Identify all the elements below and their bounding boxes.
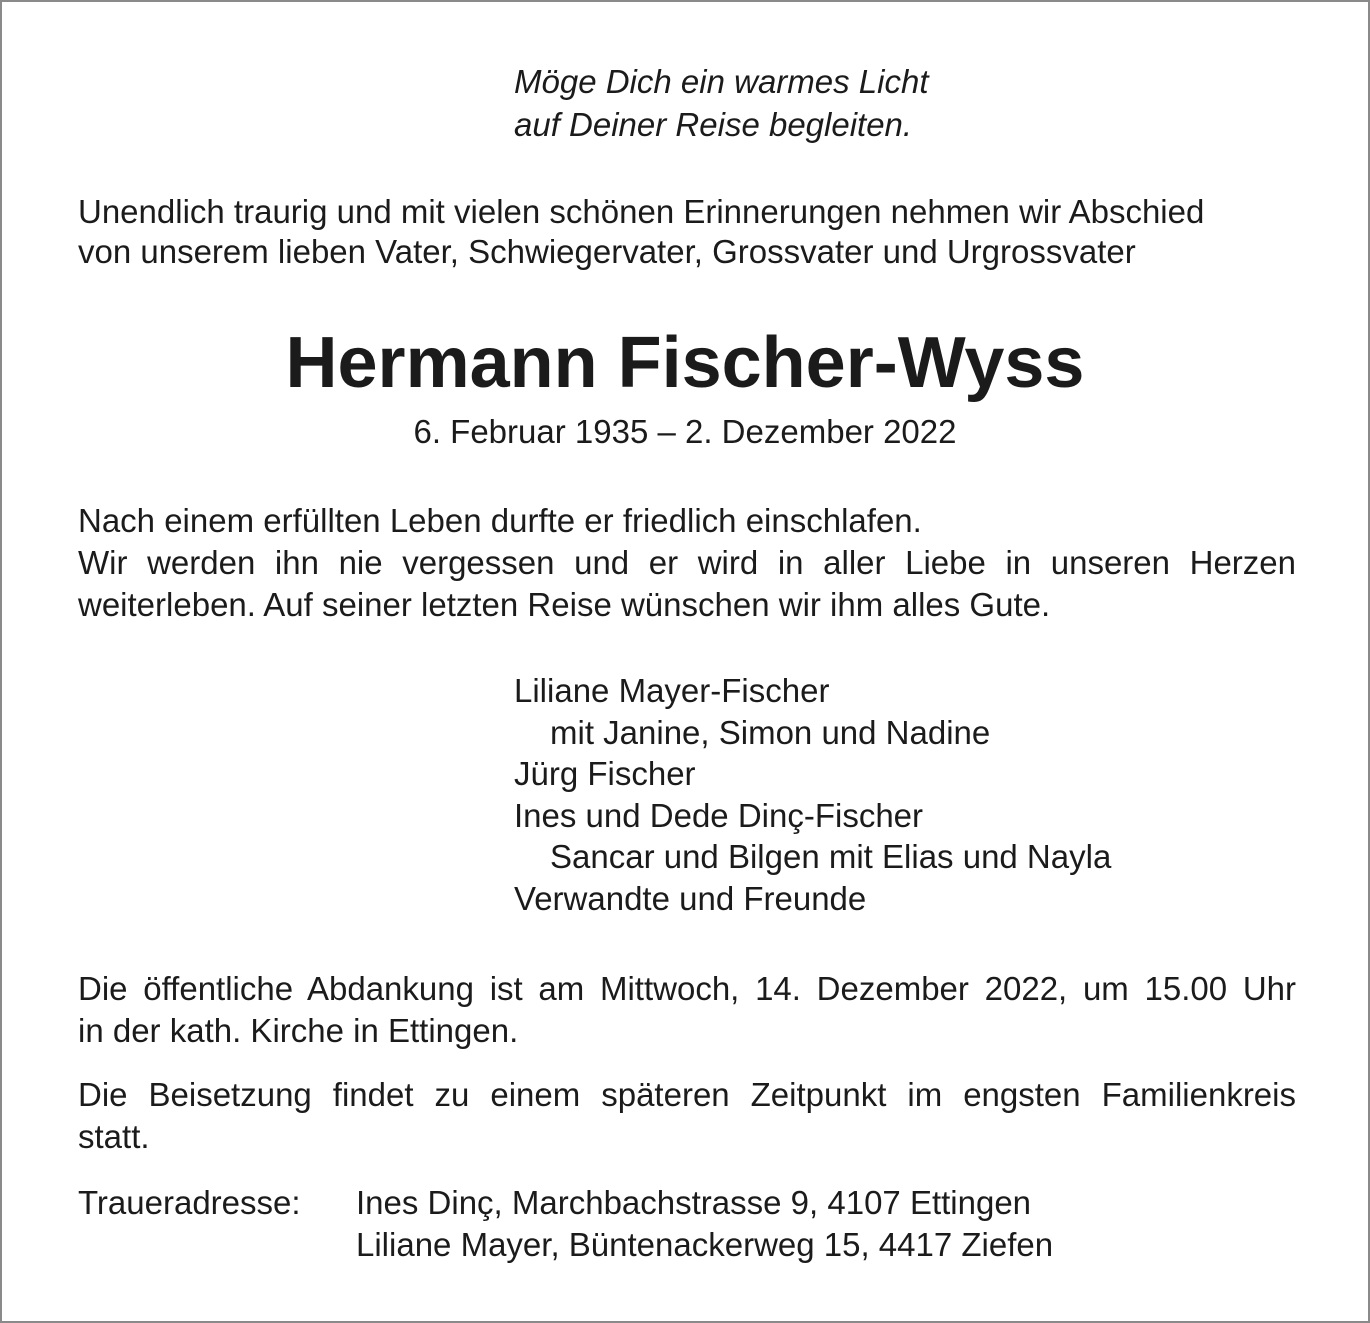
service-info (78, 968, 1296, 1052)
mourner-item: mit Janine, Simon und Nadine (550, 713, 991, 751)
service-line-2: in der kath. Kirche in Ettingen. (78, 1012, 519, 1049)
mourner-item: Liliane Mayer-Fischer (514, 672, 830, 709)
mourner-item: Ines und Dede Dinç-Fischer (514, 796, 924, 834)
address-line-1: Ines Dinç, Marchbachstrasse 9, 4107 Ettingen (356, 1184, 1032, 1221)
mourner-item: Jürg Fischer (514, 755, 696, 792)
mourners-list (514, 670, 1111, 919)
intro-line-1: Unendlich traurig und mit vielen schönen Erinnerungen nehmen wir Abschied (78, 193, 1205, 230)
intro-line-2: von unserem lieben Vater, Schwiegervater, Grossvater und Urgrossvater (78, 233, 1136, 270)
farewell-message (78, 500, 1296, 626)
address-label: Traueradresse: (78, 1184, 301, 1221)
mourner-item: Verwandte und Freunde (514, 879, 867, 917)
intro-text (78, 192, 1204, 272)
burial-line-1: Die Beisetzung findet zu einem späteren Zeitpunkt im engsten Familienkreis (78, 1076, 1296, 1113)
burial-info (78, 1074, 1296, 1158)
address-line-2: Liliane Mayer, Büntenackerweg 15, 4417 Ziefen (356, 1226, 1054, 1263)
life-dates: 6. Februar 1935 – 2. Dezember 2022 (413, 413, 957, 450)
mourner-item: Sancar und Bilgen mit Elias und Nayla (550, 838, 1112, 875)
message-line-2: Wir werden ihn nie vergessen und er wird in aller Liebe in unseren Herzen (78, 544, 1296, 581)
motto-line-2: auf Deiner Reise begleiten. (514, 106, 913, 143)
message-line-3: weiterleben. Auf seiner letzten Reise wünschen wir ihm alles Gute. (78, 586, 1051, 623)
burial-line-2: statt. (78, 1118, 150, 1155)
message-line-1: Nach einem erfüllten Leben durfte er friedlich einschlafen. (78, 502, 922, 539)
mourning-address (356, 1182, 1053, 1266)
deceased-name: Hermann Fischer-Wyss (285, 323, 1085, 403)
motto-quote (514, 60, 929, 146)
service-line-1: Die öffentliche Abdankung ist am Mittwoch, 14. Dezember 2022, um 15.00 Uhr (78, 970, 1296, 1007)
motto-line-1: Möge Dich ein warmes Licht (514, 63, 929, 100)
